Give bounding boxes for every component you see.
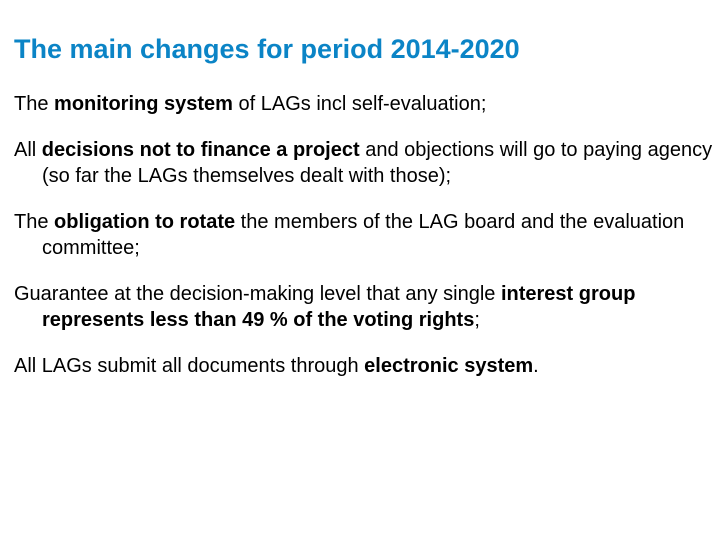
bullet-voting-rights xyxy=(14,281,714,333)
bullet-text: All LAGs submit all documents through xyxy=(14,355,365,377)
bullet-text: Guarantee at the decision-making level that any single xyxy=(14,283,501,305)
bullet-text: and objections will go to paying agency (so far the LAGs themselves dealt with those); xyxy=(42,139,713,187)
bullet-text: of LAGs incl self-evaluation; xyxy=(232,93,487,115)
bullet-emphasis: electronic system xyxy=(364,355,534,377)
bullet-list xyxy=(14,91,714,399)
bullet-text: the members of the LAG board and the evaluation committee; xyxy=(42,211,685,259)
bullet-decisions-not-to-finance xyxy=(14,137,714,189)
bullet-text: . xyxy=(533,355,539,377)
bullet-electronic-system xyxy=(14,353,714,379)
bullet-emphasis: monitoring system xyxy=(54,93,233,115)
bullet-text: ; xyxy=(474,309,480,331)
bullet-obligation-to-rotate xyxy=(14,209,714,261)
bullet-text: The xyxy=(14,211,55,233)
bullet-monitoring-system xyxy=(14,91,714,117)
bullet-emphasis: interest group represents less than 49 % of the voting rights xyxy=(42,283,636,331)
bullet-emphasis: obligation to rotate xyxy=(54,211,236,233)
slide-title: The main changes for period 2014-2020 xyxy=(14,34,520,64)
bullet-text: All xyxy=(14,139,42,161)
bullet-emphasis: decisions not to finance a project xyxy=(41,139,360,161)
bullet-text: The xyxy=(14,93,55,115)
